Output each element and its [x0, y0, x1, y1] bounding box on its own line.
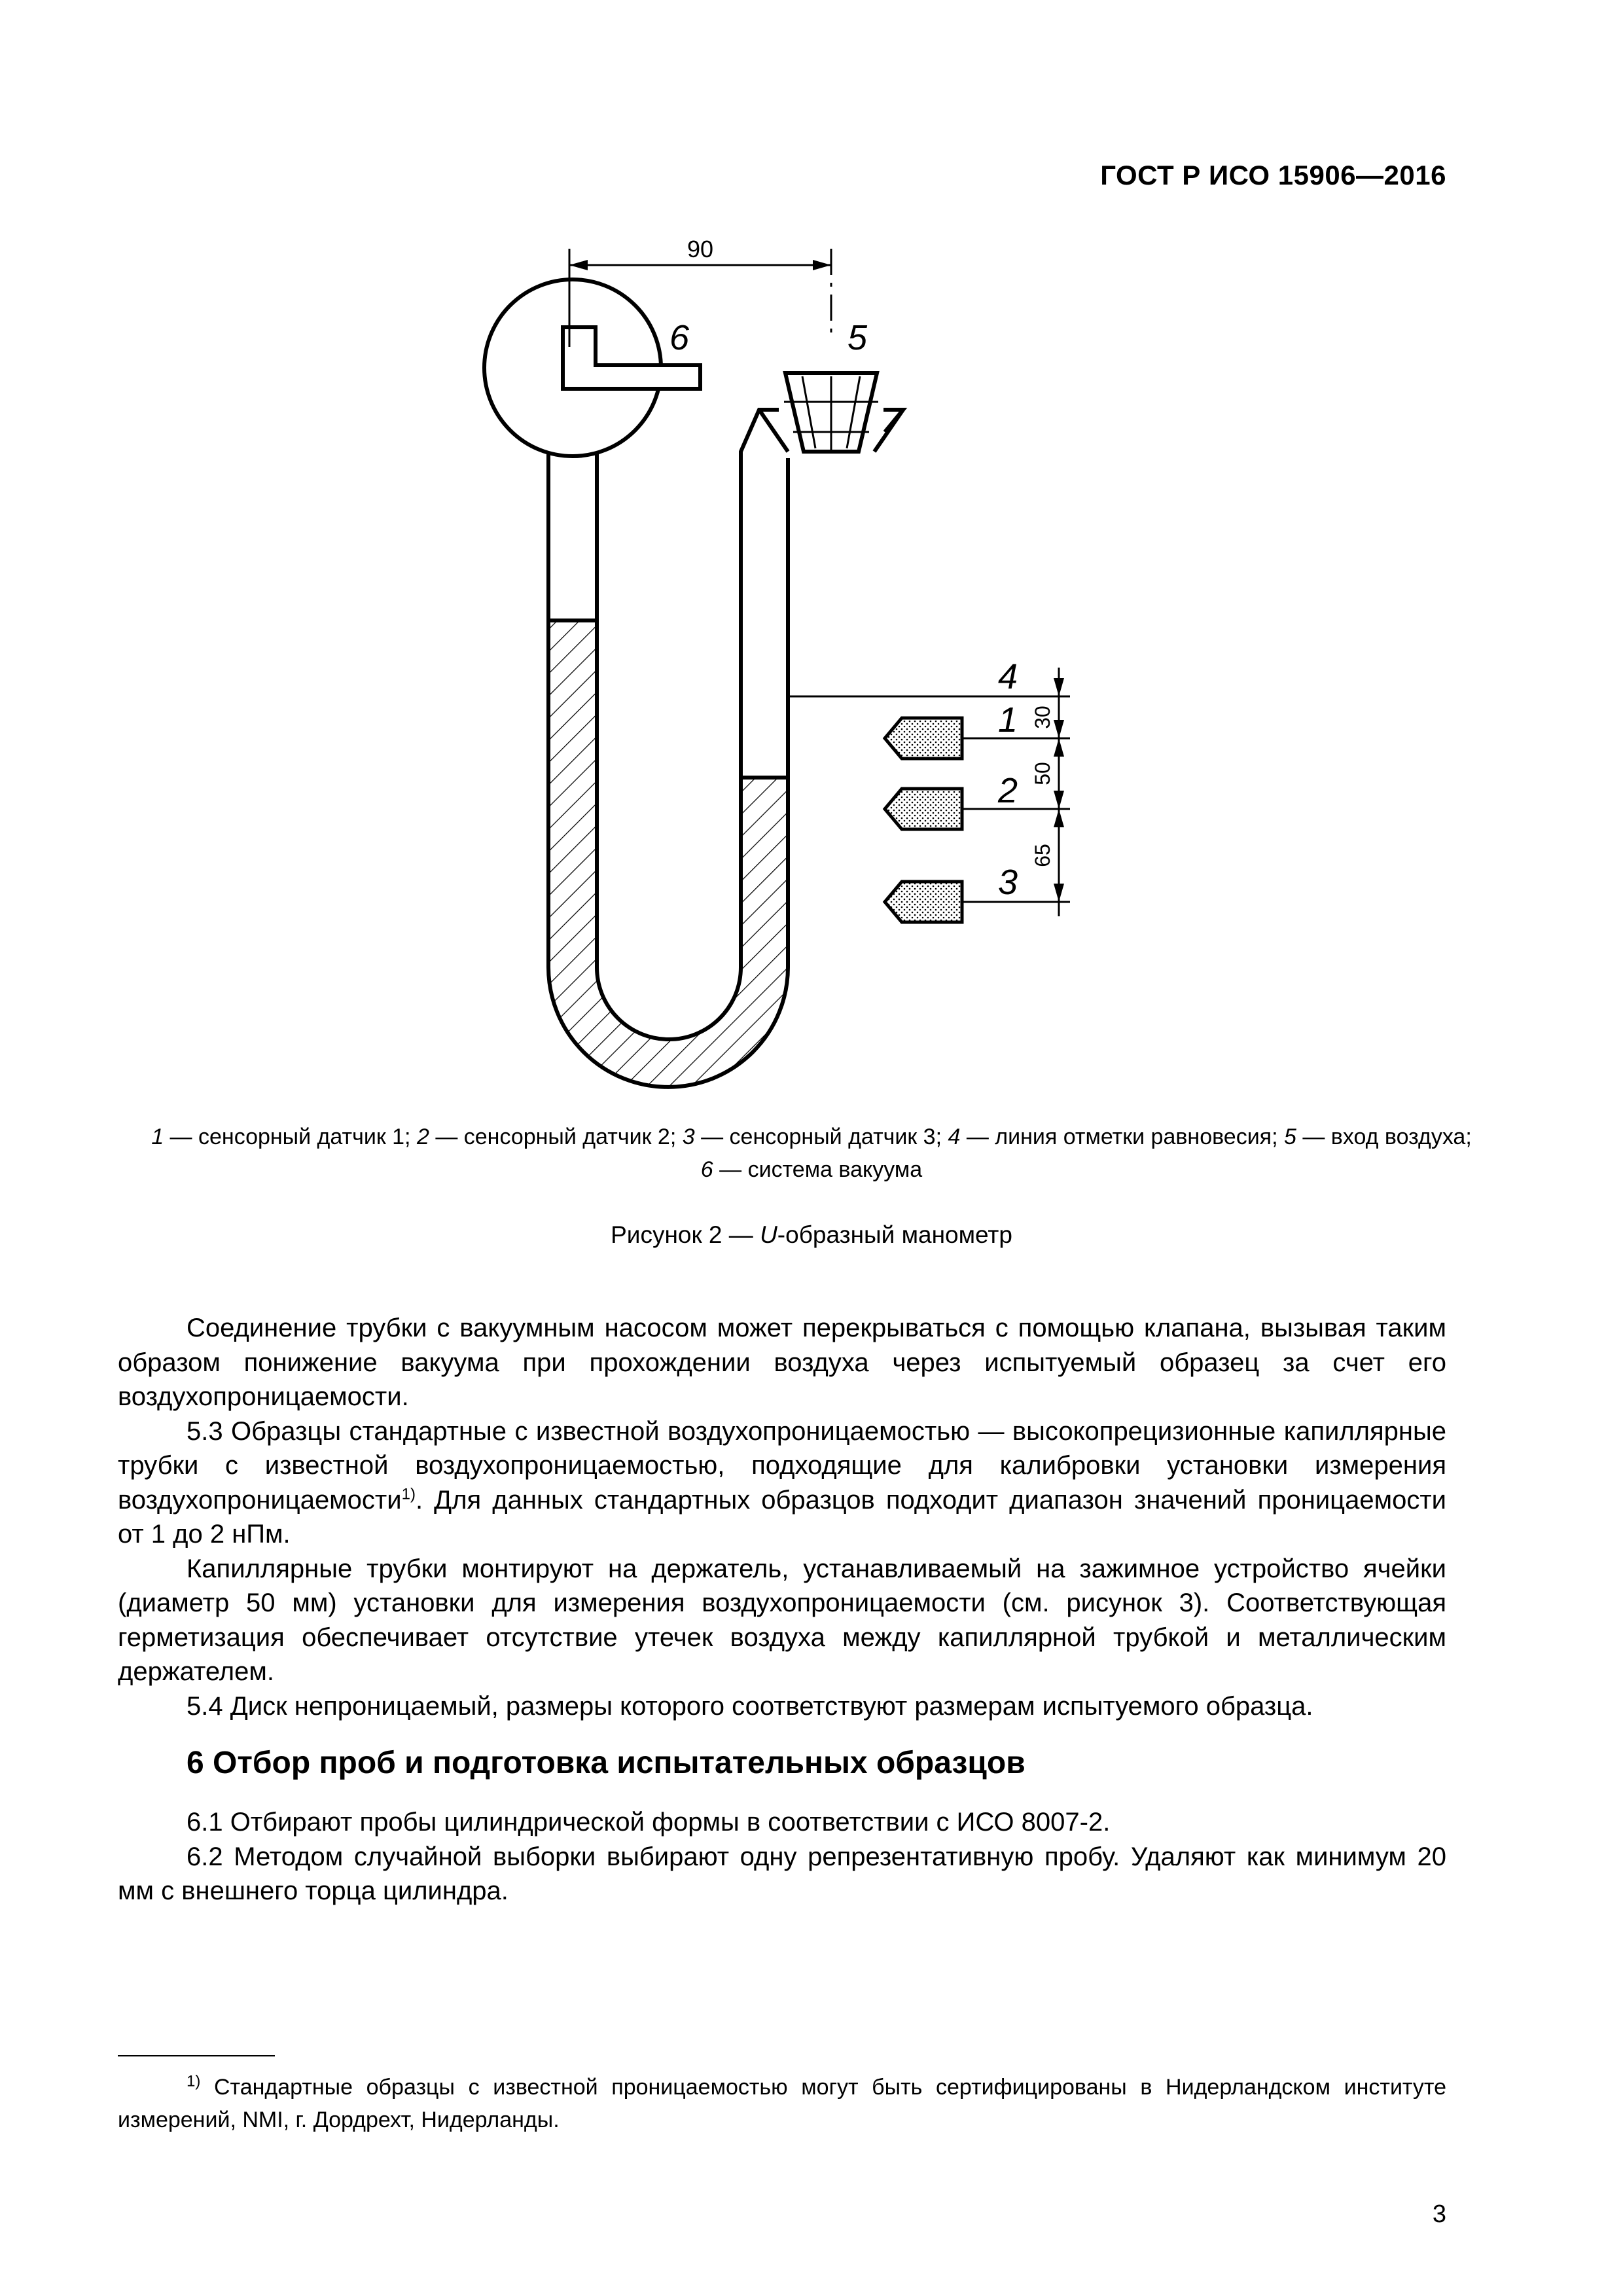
paragraph-5-3-part-a: 5.3 Образцы стандартные с известной воздухопроницаемостью — высокопрецизионные капиллярные трубки с известной воздухопроницаемостью, подходящие для калибровки установки измерения воздухопроницаемости	[118, 1416, 1446, 1515]
paragraph-capillary: Капиллярные трубки монтируют на держатель, устанавливаемый на зажимное устройство ячейки (диаметр 50 мм) установки для измерения воздухопроницаемости (см. рисунок 3). Соответствующая герметизация обеспечивает отсутствие утечек воздуха между капиллярной трубкой и металлическим держателем.	[118, 1554, 1446, 1686]
legend-text-1: — сенсорный датчик 1;	[164, 1124, 417, 1149]
section-6-title: 6 Отбор проб и подготовка испытательных образцов	[187, 1746, 1026, 1780]
paragraph-5-3-part-b: . Для данных стандартных образцов подходит диапазон значений проницаемости от 1 до 2 нПм.	[118, 1485, 1446, 1549]
caption-prefix: Рисунок 2 —	[611, 1221, 760, 1248]
body-text	[118, 1311, 1446, 1909]
footnote-separator	[118, 2055, 275, 2056]
sensor-3	[885, 882, 1070, 922]
caption-italic: U	[760, 1221, 777, 1248]
legend-num-3: 3	[682, 1124, 695, 1149]
footnote-text: Стандартные образцы с известной проницаемостью могут быть сертифицированы в Нидерландском институте измерений, NMI, г. Дордрехт, Нидерланды.	[118, 2075, 1446, 2132]
legend-num-1: 1	[151, 1124, 164, 1149]
footnote-mark: 1)	[187, 2072, 201, 2090]
paragraph-5-3	[118, 1414, 1446, 1552]
legend-text-2: — сенсорный датчик 2;	[429, 1124, 683, 1149]
figure-caption	[98, 1221, 1525, 1249]
callout-3: 3	[997, 863, 1018, 902]
manometer-liquid	[548, 620, 788, 1087]
page-number: 3	[1432, 2200, 1446, 2228]
paragraph-6-1: 6.1 Отбирают пробы цилиндрической формы в соответствии с ИСО 8007-2.	[187, 1808, 1111, 1837]
callout-2: 2	[997, 771, 1018, 810]
legend-text-3: — сенсорный датчик 3;	[694, 1124, 948, 1149]
dimension-50-label: 50	[1031, 762, 1054, 785]
dimension-90-label: 90	[687, 236, 714, 262]
dimension-65-label: 65	[1031, 844, 1054, 867]
figure-legend	[98, 1121, 1525, 1186]
legend-num-4: 4	[948, 1124, 961, 1149]
callout-4: 4	[997, 657, 1018, 696]
sensor-2	[885, 789, 1070, 829]
legend-text-5: — вход воздуха;	[1296, 1124, 1472, 1149]
tube-inner-wall	[597, 454, 741, 1039]
legend-num-5: 5	[1283, 1124, 1296, 1149]
u-manometer-figure	[0, 0, 1623, 1113]
caption-suffix: -образный манометр	[777, 1221, 1012, 1248]
footnote-ref: 1)	[401, 1485, 416, 1503]
paragraph-5-4: 5.4 Диск непроницаемый, размеры которого соответствуют размерам испытуемого образца.	[187, 1691, 1313, 1721]
legend-num-6: 6	[700, 1157, 713, 1182]
footnote	[118, 2071, 1446, 2136]
paragraph-valve: Соединение трубки с вакуумным насосом может перекрываться с помощью клапана, вызывая таким образом понижение вакуума при прохождении воздуха через испытуемый образец за счет его воздухопроницаемости.	[118, 1314, 1446, 1411]
legend-text-6: — система вакуума	[713, 1157, 923, 1182]
legend-text-4: — линия отметки равновесия;	[960, 1124, 1284, 1149]
paragraph-6-2: 6.2 Методом случайной выборки выбирают одну репрезентативную пробу. Удаляют как минимум 20 мм с внешнего торца цилиндра.	[118, 1842, 1446, 1905]
dimension-30-label: 30	[1031, 706, 1054, 729]
callout-6: 6	[669, 318, 690, 357]
callout-5: 5	[847, 318, 868, 357]
document-header: ГОСТ Р ИСО 15906—2016	[1100, 160, 1446, 190]
callout-1: 1	[997, 700, 1018, 740]
legend-num-2: 2	[416, 1124, 429, 1149]
